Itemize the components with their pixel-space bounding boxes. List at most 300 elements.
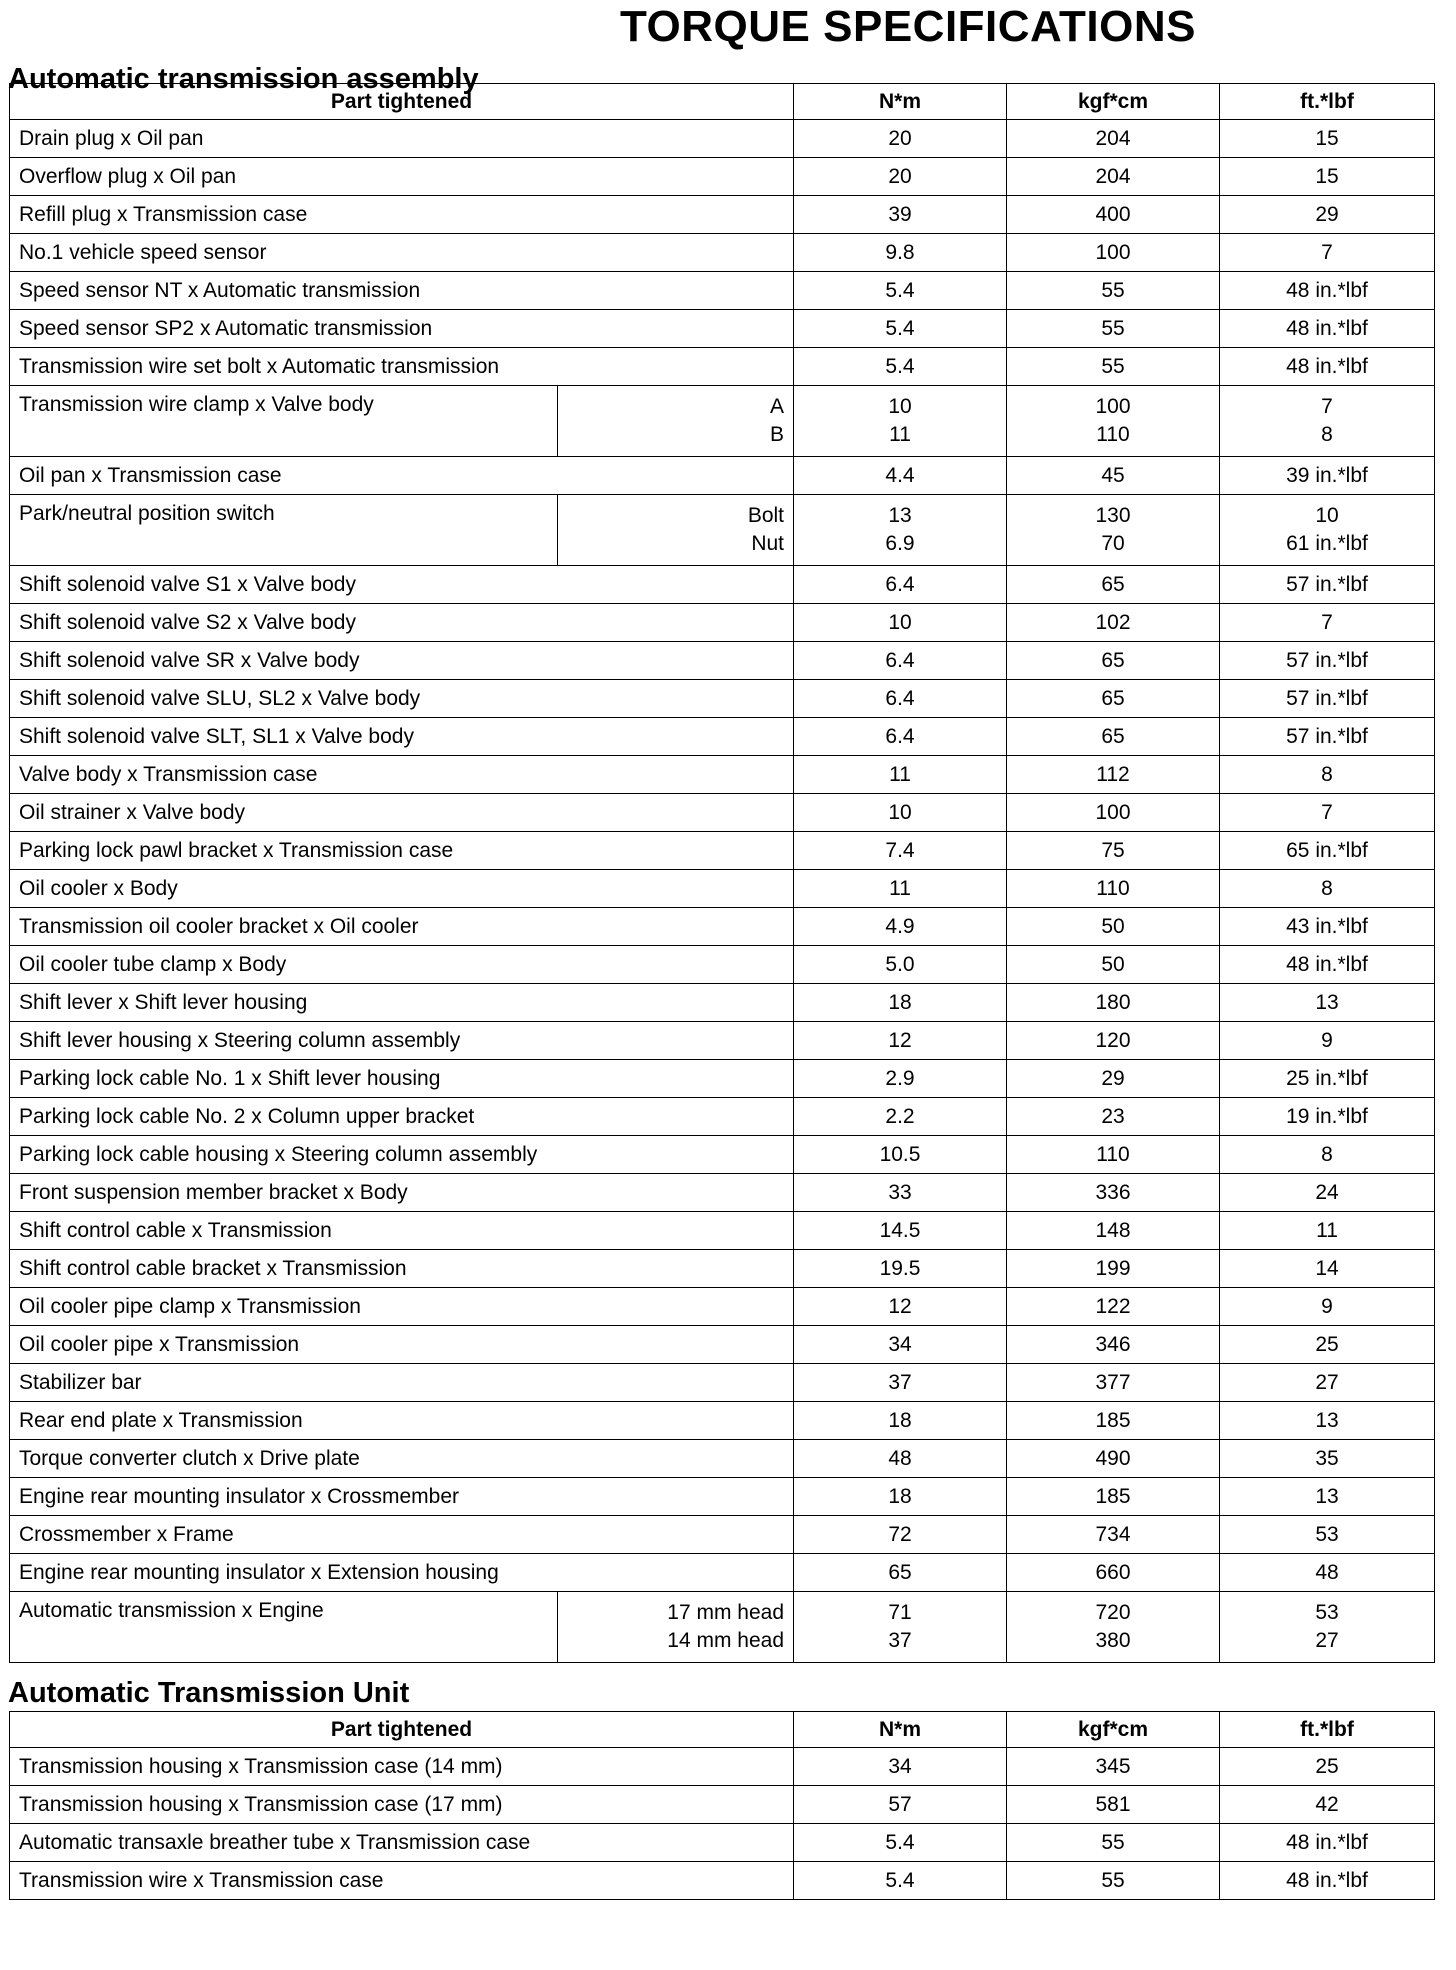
ftlbf-value-cell bbox=[1220, 642, 1435, 680]
value: 10.5 bbox=[879, 1142, 921, 1166]
nm-value-cell bbox=[794, 1516, 1007, 1554]
part-cell: No.1 vehicle speed sensor bbox=[10, 234, 794, 272]
value: 39 bbox=[888, 202, 912, 226]
value: 39 in.*lbf bbox=[1286, 463, 1368, 487]
header-ftlbf: ft.*lbf bbox=[1220, 84, 1435, 120]
ftlbf-value-cell bbox=[1220, 234, 1435, 272]
part-cell: Engine rear mounting insulator x Extension housing bbox=[10, 1554, 794, 1592]
kgfcm-value-cell bbox=[1007, 1364, 1220, 1402]
nm-value-cell bbox=[794, 1786, 1007, 1824]
kgfcm-value-cell bbox=[1007, 680, 1220, 718]
nm-value-cell bbox=[794, 1136, 1007, 1174]
value: 400 bbox=[1095, 202, 1131, 226]
value: 100 bbox=[1095, 240, 1131, 264]
table-row bbox=[10, 1250, 1435, 1288]
value: 45 bbox=[1101, 463, 1125, 487]
value: 37 bbox=[888, 1370, 912, 1394]
kgfcm-value-cell bbox=[1007, 495, 1220, 566]
sub-condition-label: A bbox=[769, 395, 784, 418]
value: 185 bbox=[1095, 1408, 1131, 1432]
table-row bbox=[10, 984, 1435, 1022]
kgfcm-value-cell bbox=[1007, 272, 1220, 310]
ftlbf-value-cell bbox=[1220, 495, 1435, 566]
part-cell: Shift solenoid valve SLU, SL2 x Valve body bbox=[10, 680, 794, 718]
part-cell: Torque converter clutch x Drive plate bbox=[10, 1440, 794, 1478]
nm-value-cell bbox=[794, 120, 1007, 158]
value: 11 bbox=[1316, 1218, 1338, 1242]
header-ftlbf: ft.*lbf bbox=[1220, 1712, 1435, 1748]
part-cell: Shift control cable x Transmission bbox=[10, 1212, 794, 1250]
table-header-row bbox=[10, 84, 1435, 120]
value: 19.5 bbox=[879, 1256, 921, 1280]
ftlbf-value-cell bbox=[1220, 272, 1435, 310]
value: 25 bbox=[1315, 1754, 1339, 1778]
value: 29 bbox=[1315, 202, 1339, 226]
part-cell: Shift solenoid valve SR x Valve body bbox=[10, 642, 794, 680]
kgfcm-value-cell bbox=[1007, 566, 1220, 604]
value: 199 bbox=[1095, 1256, 1131, 1280]
value: 27 bbox=[1315, 1629, 1339, 1652]
part-cell: Stabilizer bar bbox=[10, 1364, 794, 1402]
kgfcm-value-cell bbox=[1007, 1288, 1220, 1326]
value: 65 bbox=[1101, 686, 1125, 710]
value: 48 bbox=[888, 1446, 912, 1470]
value: 48 in.*lbf bbox=[1286, 354, 1368, 378]
kgfcm-value-cell bbox=[1007, 1174, 1220, 1212]
value: 5.4 bbox=[885, 278, 915, 302]
kgfcm-value-cell bbox=[1007, 832, 1220, 870]
nm-value-cell bbox=[794, 234, 1007, 272]
value: 57 in.*lbf bbox=[1286, 572, 1368, 596]
table-row bbox=[10, 310, 1435, 348]
value: 65 bbox=[888, 1560, 912, 1584]
kgfcm-value-cell bbox=[1007, 196, 1220, 234]
part-cell: Shift solenoid valve S1 x Valve body bbox=[10, 566, 794, 604]
value: 6.4 bbox=[885, 724, 915, 748]
ftlbf-value-cell bbox=[1220, 1440, 1435, 1478]
table-row bbox=[10, 1786, 1435, 1824]
part-cell: Speed sensor NT x Automatic transmission bbox=[10, 272, 794, 310]
kgfcm-value-cell bbox=[1007, 310, 1220, 348]
value: 5.4 bbox=[885, 316, 915, 340]
value: 55 bbox=[1101, 278, 1125, 302]
kgfcm-value-cell bbox=[1007, 348, 1220, 386]
value: 4.9 bbox=[885, 914, 915, 938]
part-cell: Oil cooler pipe x Transmission bbox=[10, 1326, 794, 1364]
value: 53 bbox=[1315, 1601, 1339, 1624]
value: 10 bbox=[1315, 504, 1339, 527]
nm-value-cell bbox=[794, 566, 1007, 604]
value: 6.4 bbox=[885, 686, 915, 710]
value: 9 bbox=[1321, 1294, 1333, 1318]
table-row bbox=[10, 1022, 1435, 1060]
value: 35 bbox=[1315, 1446, 1339, 1470]
table-row bbox=[10, 908, 1435, 946]
nm-value-cell bbox=[794, 1212, 1007, 1250]
table-row bbox=[10, 832, 1435, 870]
table-row bbox=[10, 1824, 1435, 1862]
nm-value-cell bbox=[794, 642, 1007, 680]
sub-condition-label: B bbox=[769, 423, 784, 446]
part-cell: Oil cooler tube clamp x Body bbox=[10, 946, 794, 984]
part-cell: Shift lever housing x Steering column assembly bbox=[10, 1022, 794, 1060]
kgfcm-value-cell bbox=[1007, 908, 1220, 946]
ftlbf-value-cell bbox=[1220, 1136, 1435, 1174]
ftlbf-value-cell bbox=[1220, 1786, 1435, 1824]
ftlbf-value-cell bbox=[1220, 756, 1435, 794]
kgfcm-value-cell bbox=[1007, 234, 1220, 272]
nm-value-cell bbox=[794, 158, 1007, 196]
kgfcm-value-cell bbox=[1007, 1592, 1220, 1663]
part-cell: Park/neutral position switch bbox=[10, 495, 558, 566]
value: 8 bbox=[1321, 876, 1333, 900]
value: 75 bbox=[1101, 838, 1125, 862]
value: 29 bbox=[1101, 1066, 1125, 1090]
value: 61 in.*lbf bbox=[1286, 532, 1368, 555]
value: 734 bbox=[1095, 1522, 1131, 1546]
value: 43 in.*lbf bbox=[1286, 914, 1368, 938]
table-row bbox=[10, 1748, 1435, 1786]
ftlbf-value-cell bbox=[1220, 1098, 1435, 1136]
ftlbf-value-cell bbox=[1220, 386, 1435, 457]
table-row bbox=[10, 1174, 1435, 1212]
kgfcm-value-cell bbox=[1007, 870, 1220, 908]
kgfcm-value-cell bbox=[1007, 1402, 1220, 1440]
ftlbf-value-cell bbox=[1220, 718, 1435, 756]
ftlbf-value-cell bbox=[1220, 794, 1435, 832]
value: 14 bbox=[1315, 1256, 1339, 1280]
table-row bbox=[10, 946, 1435, 984]
kgfcm-value-cell bbox=[1007, 1060, 1220, 1098]
value: 7 bbox=[1321, 800, 1333, 824]
ftlbf-value-cell bbox=[1220, 457, 1435, 495]
ftlbf-value-cell bbox=[1220, 1554, 1435, 1592]
table-row bbox=[10, 1098, 1435, 1136]
table-row bbox=[10, 158, 1435, 196]
value: 110 bbox=[1096, 1142, 1130, 1166]
value: 8 bbox=[1321, 423, 1333, 446]
table-row bbox=[10, 1326, 1435, 1364]
value: 12 bbox=[888, 1294, 912, 1318]
table-row bbox=[10, 1862, 1435, 1900]
table-row bbox=[10, 1402, 1435, 1440]
ftlbf-value-cell bbox=[1220, 196, 1435, 234]
value: 336 bbox=[1095, 1180, 1131, 1204]
part-cell: Automatic transmission x Engine bbox=[10, 1592, 558, 1663]
value: 11 bbox=[889, 423, 911, 446]
part-cell: Shift solenoid valve SLT, SL1 x Valve body bbox=[10, 718, 794, 756]
kgfcm-value-cell bbox=[1007, 457, 1220, 495]
ftlbf-value-cell bbox=[1220, 1364, 1435, 1402]
value: 7.4 bbox=[885, 838, 915, 862]
value: 102 bbox=[1095, 610, 1131, 634]
kgfcm-value-cell bbox=[1007, 1440, 1220, 1478]
value: 13 bbox=[888, 504, 912, 527]
kgfcm-value-cell bbox=[1007, 756, 1220, 794]
part-cell: Transmission oil cooler bracket x Oil cooler bbox=[10, 908, 794, 946]
value: 5.0 bbox=[885, 952, 915, 976]
nm-value-cell bbox=[794, 1022, 1007, 1060]
part-cell: Shift solenoid valve S2 x Valve body bbox=[10, 604, 794, 642]
ftlbf-value-cell bbox=[1220, 984, 1435, 1022]
table-row bbox=[10, 794, 1435, 832]
ftlbf-value-cell bbox=[1220, 348, 1435, 386]
ftlbf-value-cell bbox=[1220, 566, 1435, 604]
kgfcm-value-cell bbox=[1007, 1516, 1220, 1554]
table-row bbox=[10, 604, 1435, 642]
kgfcm-value-cell bbox=[1007, 386, 1220, 457]
page-title: TORQUE SPECIFICATIONS bbox=[619, 2, 1197, 51]
ftlbf-value-cell bbox=[1220, 1250, 1435, 1288]
value: 2.9 bbox=[885, 1066, 915, 1090]
value: 34 bbox=[888, 1332, 912, 1356]
part-cell: Oil pan x Transmission case bbox=[10, 457, 794, 495]
value: 14.5 bbox=[879, 1218, 921, 1242]
part-cell: Oil cooler pipe clamp x Transmission bbox=[10, 1288, 794, 1326]
value: 23 bbox=[1101, 1104, 1125, 1128]
ftlbf-value-cell bbox=[1220, 946, 1435, 984]
nm-value-cell bbox=[794, 310, 1007, 348]
value: 18 bbox=[888, 990, 912, 1014]
part-cell: Valve body x Transmission case bbox=[10, 756, 794, 794]
sub-condition-label: 14 mm head bbox=[667, 1629, 784, 1652]
table-row bbox=[10, 348, 1435, 386]
nm-value-cell bbox=[794, 984, 1007, 1022]
nm-value-cell bbox=[794, 1592, 1007, 1663]
nm-value-cell bbox=[794, 495, 1007, 566]
ftlbf-value-cell bbox=[1220, 1326, 1435, 1364]
value: 24 bbox=[1315, 1180, 1339, 1204]
sub-condition-cell bbox=[558, 386, 794, 457]
nm-value-cell bbox=[794, 457, 1007, 495]
table-row bbox=[10, 1516, 1435, 1554]
ftlbf-value-cell bbox=[1220, 870, 1435, 908]
part-cell: Overflow plug x Oil pan bbox=[10, 158, 794, 196]
nm-value-cell bbox=[794, 680, 1007, 718]
table-row bbox=[10, 1554, 1435, 1592]
value: 120 bbox=[1095, 1028, 1131, 1052]
kgfcm-value-cell bbox=[1007, 1786, 1220, 1824]
value: 19 in.*lbf bbox=[1286, 1104, 1368, 1128]
value: 65 bbox=[1101, 572, 1125, 596]
kgfcm-value-cell bbox=[1007, 1212, 1220, 1250]
table-row bbox=[10, 495, 1435, 566]
ftlbf-value-cell bbox=[1220, 1862, 1435, 1900]
sub-condition-cell bbox=[558, 1592, 794, 1663]
value: 6.9 bbox=[885, 532, 915, 555]
nm-value-cell bbox=[794, 794, 1007, 832]
value: 57 bbox=[888, 1792, 912, 1816]
table-header-row bbox=[10, 1712, 1435, 1748]
nm-value-cell bbox=[794, 386, 1007, 457]
ftlbf-value-cell bbox=[1220, 604, 1435, 642]
kgfcm-value-cell bbox=[1007, 984, 1220, 1022]
kgfcm-value-cell bbox=[1007, 718, 1220, 756]
nm-value-cell bbox=[794, 1478, 1007, 1516]
nm-value-cell bbox=[794, 272, 1007, 310]
part-cell: Speed sensor SP2 x Automatic transmission bbox=[10, 310, 794, 348]
value: 27 bbox=[1315, 1370, 1339, 1394]
nm-value-cell bbox=[794, 348, 1007, 386]
table-row bbox=[10, 1592, 1435, 1663]
value: 48 in.*lbf bbox=[1286, 952, 1368, 976]
part-cell: Rear end plate x Transmission bbox=[10, 1402, 794, 1440]
torque-table-unit bbox=[9, 1711, 1435, 1900]
value: 11 bbox=[889, 762, 911, 786]
section-title-assembly: Automatic transmission assembly bbox=[8, 63, 479, 95]
ftlbf-value-cell bbox=[1220, 1060, 1435, 1098]
value: 7 bbox=[1321, 395, 1333, 418]
header-nm: N*m bbox=[794, 1712, 1007, 1748]
value: 55 bbox=[1101, 1830, 1125, 1854]
value: 5.4 bbox=[885, 354, 915, 378]
value: 6.4 bbox=[885, 648, 915, 672]
value: 20 bbox=[888, 164, 912, 188]
kgfcm-value-cell bbox=[1007, 120, 1220, 158]
kgfcm-value-cell bbox=[1007, 642, 1220, 680]
kgfcm-value-cell bbox=[1007, 1554, 1220, 1592]
kgfcm-value-cell bbox=[1007, 1250, 1220, 1288]
value: 5.4 bbox=[885, 1868, 915, 1892]
ftlbf-value-cell bbox=[1220, 1748, 1435, 1786]
header-nm: N*m bbox=[794, 84, 1007, 120]
ftlbf-value-cell bbox=[1220, 680, 1435, 718]
part-cell: Parking lock pawl bracket x Transmission case bbox=[10, 832, 794, 870]
value: 33 bbox=[888, 1180, 912, 1204]
value: 70 bbox=[1101, 532, 1125, 555]
nm-value-cell bbox=[794, 1326, 1007, 1364]
part-cell: Transmission wire clamp x Valve body bbox=[10, 386, 558, 457]
value: 11 bbox=[889, 876, 911, 900]
value: 100 bbox=[1095, 800, 1131, 824]
ftlbf-value-cell bbox=[1220, 310, 1435, 348]
header-part-tightened: Part tightened bbox=[10, 84, 794, 120]
value: 7 bbox=[1321, 240, 1333, 264]
nm-value-cell bbox=[794, 1862, 1007, 1900]
value: 48 in.*lbf bbox=[1286, 316, 1368, 340]
value: 10 bbox=[888, 610, 912, 634]
nm-value-cell bbox=[794, 1364, 1007, 1402]
nm-value-cell bbox=[794, 832, 1007, 870]
value: 122 bbox=[1095, 1294, 1131, 1318]
kgfcm-value-cell bbox=[1007, 1824, 1220, 1862]
value: 12 bbox=[888, 1028, 912, 1052]
nm-value-cell bbox=[794, 908, 1007, 946]
value: 148 bbox=[1095, 1218, 1131, 1242]
table-row bbox=[10, 870, 1435, 908]
nm-value-cell bbox=[794, 756, 1007, 794]
value: 100 bbox=[1095, 395, 1131, 418]
nm-value-cell bbox=[794, 1174, 1007, 1212]
table-row bbox=[10, 120, 1435, 158]
nm-value-cell bbox=[794, 1402, 1007, 1440]
value: 65 bbox=[1101, 648, 1125, 672]
table-row bbox=[10, 386, 1435, 457]
value: 25 in.*lbf bbox=[1286, 1066, 1368, 1090]
value: 71 bbox=[888, 1601, 912, 1624]
ftlbf-value-cell bbox=[1220, 1288, 1435, 1326]
part-cell: Transmission wire x Transmission case bbox=[10, 1862, 794, 1900]
part-cell: Transmission housing x Transmission case (17 mm) bbox=[10, 1786, 794, 1824]
sub-condition-label: Bolt bbox=[747, 504, 784, 527]
value: 13 bbox=[1315, 990, 1339, 1014]
part-cell: Oil strainer x Valve body bbox=[10, 794, 794, 832]
part-cell: Drain plug x Oil pan bbox=[10, 120, 794, 158]
value: 4.4 bbox=[885, 463, 915, 487]
value: 42 bbox=[1315, 1792, 1339, 1816]
nm-value-cell bbox=[794, 196, 1007, 234]
value: 57 in.*lbf bbox=[1286, 648, 1368, 672]
table-row bbox=[10, 196, 1435, 234]
ftlbf-value-cell bbox=[1220, 1516, 1435, 1554]
table-row bbox=[10, 1136, 1435, 1174]
part-cell: Engine rear mounting insulator x Crossmember bbox=[10, 1478, 794, 1516]
table-row bbox=[10, 1060, 1435, 1098]
torque-table-assembly bbox=[9, 83, 1435, 1663]
ftlbf-value-cell bbox=[1220, 120, 1435, 158]
value: 9.8 bbox=[885, 240, 915, 264]
kgfcm-value-cell bbox=[1007, 1098, 1220, 1136]
value: 185 bbox=[1095, 1484, 1131, 1508]
value: 37 bbox=[888, 1629, 912, 1652]
value: 18 bbox=[888, 1408, 912, 1432]
nm-value-cell bbox=[794, 1060, 1007, 1098]
value: 55 bbox=[1101, 1868, 1125, 1892]
nm-value-cell bbox=[794, 1250, 1007, 1288]
ftlbf-value-cell bbox=[1220, 1022, 1435, 1060]
value: 57 in.*lbf bbox=[1286, 724, 1368, 748]
value: 48 in.*lbf bbox=[1286, 1830, 1368, 1854]
table-row bbox=[10, 642, 1435, 680]
ftlbf-value-cell bbox=[1220, 1402, 1435, 1440]
table-row bbox=[10, 457, 1435, 495]
ftlbf-value-cell bbox=[1220, 1592, 1435, 1663]
value: 380 bbox=[1095, 1629, 1131, 1652]
kgfcm-value-cell bbox=[1007, 1022, 1220, 1060]
kgfcm-value-cell bbox=[1007, 158, 1220, 196]
kgfcm-value-cell bbox=[1007, 794, 1220, 832]
part-cell: Shift control cable bracket x Transmission bbox=[10, 1250, 794, 1288]
nm-value-cell bbox=[794, 1288, 1007, 1326]
value: 7 bbox=[1321, 610, 1333, 634]
nm-value-cell bbox=[794, 718, 1007, 756]
nm-value-cell bbox=[794, 1748, 1007, 1786]
table-row bbox=[10, 680, 1435, 718]
table-row bbox=[10, 1478, 1435, 1516]
kgfcm-value-cell bbox=[1007, 1862, 1220, 1900]
value: 48 in.*lbf bbox=[1286, 1868, 1368, 1892]
header-part-tightened: Part tightened bbox=[10, 1712, 794, 1748]
nm-value-cell bbox=[794, 1824, 1007, 1862]
value: 581 bbox=[1095, 1792, 1131, 1816]
value: 10 bbox=[888, 395, 912, 418]
table-row bbox=[10, 1440, 1435, 1478]
value: 10 bbox=[888, 800, 912, 824]
table-row bbox=[10, 1364, 1435, 1402]
value: 72 bbox=[888, 1522, 912, 1546]
value: 34 bbox=[888, 1754, 912, 1778]
part-cell: Front suspension member bracket x Body bbox=[10, 1174, 794, 1212]
table-row bbox=[10, 566, 1435, 604]
ftlbf-value-cell bbox=[1220, 158, 1435, 196]
value: 204 bbox=[1095, 164, 1131, 188]
value: 55 bbox=[1101, 316, 1125, 340]
part-cell: Parking lock cable No. 1 x Shift lever housing bbox=[10, 1060, 794, 1098]
section-title-unit: Automatic Transmission Unit bbox=[8, 1677, 410, 1709]
part-cell: Crossmember x Frame bbox=[10, 1516, 794, 1554]
value: 6.4 bbox=[885, 572, 915, 596]
nm-value-cell bbox=[794, 1098, 1007, 1136]
